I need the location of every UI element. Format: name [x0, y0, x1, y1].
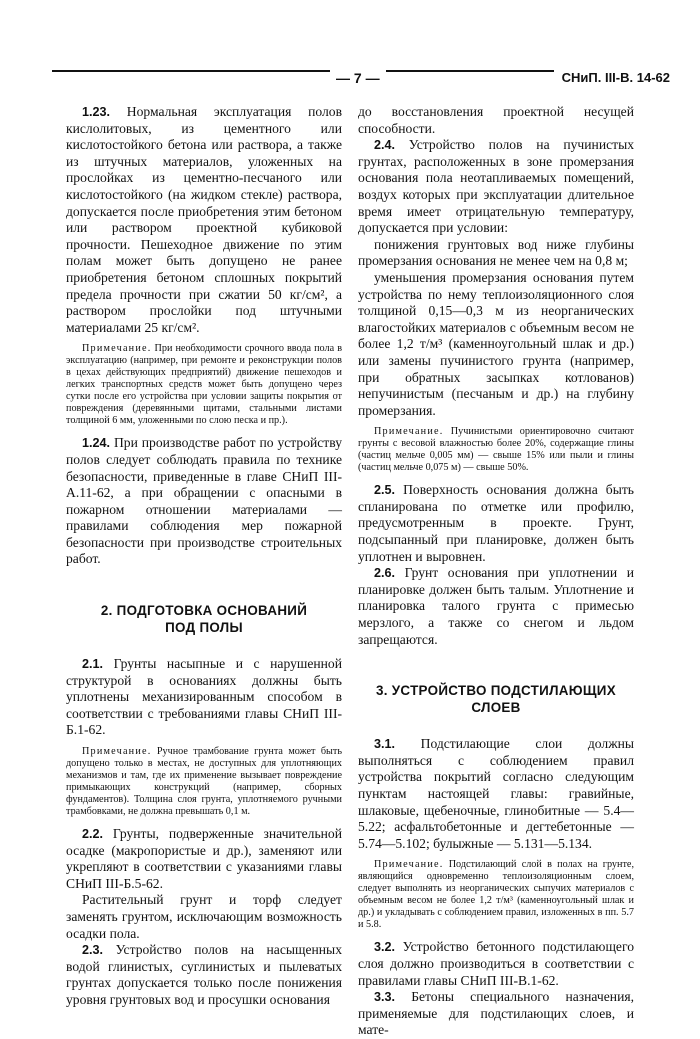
heading-line: ПОД ПОЛЫ	[165, 620, 243, 636]
paragraph-number: 2.1.	[82, 657, 104, 672]
paragraph-text: Устройство бетонного подстилающего слоя должно производиться в соответствии с правилами главы СНиП III-В.1-62.	[358, 939, 634, 988]
paragraph-text: Грунты, подверженные значительной осадке (макропористые и др.), заменяют или укрепляют в соответствии с указаниями главы СНиП III-Б.5-62.	[66, 826, 342, 891]
heading-line: 2. ПОДГОТОВКА ОСНОВАНИЙ	[100, 603, 308, 619]
note-text: Ручное трамбование грунта может быть допущено только в местах, не доступных для уплотняющих механизмов и там, где их применение вызывает повреждение примыкающих конструкций (например, сборных фундаментов). Толщина слоя грунта, уплотняемого ручными трамбовками, не должна превышать 0,1 м.	[66, 746, 342, 818]
document-code: СНиП. III-В. 14-62	[554, 70, 670, 86]
paragraph-text: Устройство полов на пучинистых грунтах, расположенных в зоне промерзания основания пола неотапливаемых помещений, воздух которых при эксплуатации длительное время имеет отрицательную температуру, допускается при условии:	[358, 137, 634, 236]
heading-line: СЛОЕВ	[471, 700, 521, 716]
paragraph-1-23	[66, 104, 342, 336]
note-label: Примечание.	[82, 746, 152, 758]
note-2	[66, 746, 342, 818]
note-text: При необходимости срочного ввода пола в эксплуатацию (например, при ремонте и реконструкции полов в цехах действующих предприятий) движение пешеходов и легких транспортных средств может быть допущено через сутки после его устройства при условии защиты покрытия от повреждения (деревянными щитами, стальными листами толщиной 6 мм, уложенными по слою песка и пр.).	[66, 343, 342, 427]
paragraph-number: 2.6.	[374, 566, 396, 581]
note-label: Примечание.	[82, 343, 152, 355]
paragraph-number: 1.24.	[82, 436, 111, 451]
paragraph-2-3-continued: до восстановления проектной несущей способности.	[358, 104, 634, 136]
paragraph-number: 2.2.	[82, 827, 104, 842]
condition-item-1: понижения грунтовых вод ниже глубины промерзания основания не менее чем на 0,8 м;	[358, 236, 634, 269]
section-3-heading	[358, 682, 634, 716]
paragraph-1-24	[66, 435, 342, 568]
condition-item-2: уменьшения промерзания основания путем устройства по нему теплоизоляционного слоя толщиной 0,15—0,3 м из неорганических влагостойких материалов с объемным весом не более 1,2 т/м³ (каменноугольный шлак и др.) или замены пучинистого грунта (например, при обратных засыпках котлованов) непучинистым (песчаным и др.) на глубину промерзания.	[358, 269, 634, 418]
paragraph-text: Устройство полов на насыщенных водой глинистых, суглинистых и пылеватых грунтах допускается только после понижения уровня грунтовых вод и просушки основания	[66, 942, 342, 1007]
paragraph-text: Нормальная эксплуатация полов кислолитовых, из цементного или кислотостойкого бетона или раствора, а также из штучных материалов, уложенных на прослойках из цементно-песчаного или кислотостойкого (на жидком стекле) раствора, допускается после приобретения этим бетоном или раствором проектной кубиковой прочности. Пешеходное движение по этим полам может быть допущено не ранее приобретения бетоном сплошных покрытий предела прочности при сжатии 50 кг/см², а раствором прослойки под штучными материалами 25 кг/см².	[66, 104, 342, 335]
paragraph-2-3	[66, 942, 342, 1008]
note-text: Подстилающий слой в полах на грунте, являющийся одновременно теплоизоляционным слоем, следует выполнять из неорганических сыпучих материалов с объемным весом не более 1,2 т/м³ (каменноугольный шлак и др.) и укладывать с соблюдением правил, изложенных в пп. 5.7 и 5.8.	[358, 859, 634, 931]
note-3	[358, 426, 634, 474]
paragraph-number: 2.4.	[374, 138, 396, 153]
paragraph-number: 3.3.	[374, 990, 396, 1005]
paragraph-2-1	[66, 656, 342, 739]
note-label: Примечание.	[374, 859, 444, 871]
paragraph-text: При производстве работ по устройству полов следует соблюдать правила по технике безопасности, приведенные в главе СНиП III-А.11-62, а при обращении с опасными в пожарном отношении материалами — правилами соблюдения мер пожарной безопасности при производстве строительных работ.	[66, 435, 342, 567]
paragraph-2-4	[358, 137, 634, 237]
paragraph-number: 2.5.	[374, 483, 396, 498]
paragraph-2-6	[358, 565, 634, 648]
note-4	[358, 859, 634, 931]
section-2-heading	[66, 602, 342, 636]
paragraph-text: Бетоны специального назначения, применяемые для подстилающих слоев, и мате-	[358, 989, 634, 1038]
paragraph-text: Подстилающие слои должны выполняться с соблюдением правил устройства покрытий согласно следующим пунктам настоящей главы: гравийные, шлаковые, щебеночные, глинобитные — 5.4—5.22; асфальтобетонные и дегтебетонные — 5.74—5.102; булыжные — 5.131—5.134.	[358, 736, 634, 851]
left-column	[66, 104, 342, 1009]
note-text: Пучинистыми ориентировочно считают грунты с весовой влажностью более 20%, содержащие глины (частиц мельче 0,005 мм) — свыше 15% или пыли и глины (частиц мельче 0,075 м) — свыше 50%.	[358, 426, 634, 474]
right-column	[358, 104, 634, 1039]
page-number: — 7 —	[330, 70, 386, 86]
paragraph-number: 3.2.	[374, 940, 396, 955]
paragraph-number: 1.23.	[82, 105, 111, 119]
paragraph-2-2-continued: Растительный грунт и торф следует заменять грунтом, исключающим возможность осадки пола.	[66, 892, 342, 941]
paragraph-2-2	[66, 826, 342, 892]
paragraph-text: Грунты насыпные и с нарушенной структурой в основаниях должны быть уплотнены механизированным способом в соответствии с требованиями главы СНиП III-Б.1-62.	[66, 656, 342, 738]
paragraph-text: Поверхность основания должна быть спланирована по отметке или профилю, предусмотренным в проекте. Грунт, подсыпанный при планировке, должен быть уплотнен и выровнен.	[358, 482, 634, 564]
paragraph-text: Грунт основания при уплотнении и планировке должен быть талым. Уплотнение и планировка талого грунта с примесью мерзлого, а также со снегом и льдом запрещаются.	[358, 565, 634, 647]
paragraph-2-5	[358, 482, 634, 565]
paragraph-number: 3.1.	[374, 737, 396, 752]
note-1	[66, 343, 342, 427]
note-label: Примечание.	[374, 426, 444, 438]
paragraph-3-2	[358, 939, 634, 989]
heading-line: 3. УСТРОЙСТВО ПОДСТИЛАЮЩИХ	[376, 683, 616, 699]
paragraph-number: 2.3.	[82, 943, 104, 958]
paragraph-3-3	[358, 989, 634, 1039]
paragraph-3-1	[358, 736, 634, 852]
